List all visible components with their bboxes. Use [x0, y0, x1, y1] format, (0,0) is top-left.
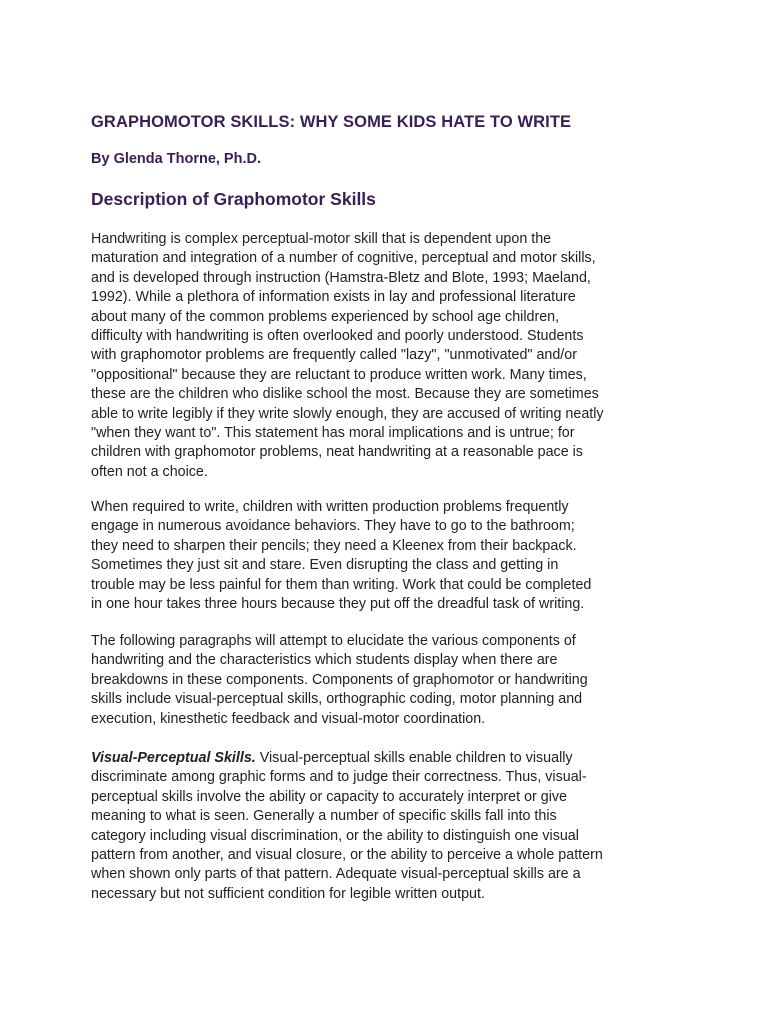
paragraph-components	[91, 632, 588, 729]
paragraph-avoidance	[91, 498, 591, 614]
text-line: "when they want to". This statement has moral implications and is untrue; for	[91, 425, 575, 442]
text-line	[91, 749, 603, 768]
text-line: difficulty with handwriting is often overlooked and poorly understood. Students	[91, 328, 584, 345]
text-line: these are the children who dislike school the most. Because they are sometimes	[91, 386, 599, 403]
text-line: they need to sharpen their pencils; they need a Kleenex from their backpack.	[91, 537, 577, 554]
text-line: breakdowns in these components. Components of graphomotor or handwriting	[91, 671, 588, 688]
text-line: discriminate among graphic forms and to judge their correctness. Thus, visual-	[91, 769, 587, 786]
paragraph-intro	[91, 230, 604, 482]
text-line: children with graphomotor problems, neat handwriting at a reasonable pace is	[91, 444, 583, 461]
text-line: skills include visual-perceptual skills, orthographic coding, motor planning and	[91, 691, 583, 708]
text-line: and is developed through instruction (Hamstra-Bletz and Blote, 1993; Maeland,	[91, 269, 591, 286]
text-line: The following paragraphs will attempt to elucidate the various components of	[91, 633, 576, 649]
text-line: When required to write, children with written production problems frequently	[91, 499, 569, 515]
text-line: handwriting and the characteristics which students display when there are	[91, 652, 558, 669]
text-line: able to write legibly if they write slowly enough, they are accused of writing neatly	[91, 405, 604, 422]
author-byline: By Glenda Thorne, Ph.D.	[91, 151, 261, 167]
text-line: in one hour takes three hours because they put off the dreadful task of writing.	[91, 596, 585, 613]
text-line: Handwriting is complex perceptual-motor skill that is dependent upon the	[91, 231, 552, 247]
paragraph-visual-perceptual	[91, 749, 603, 904]
text-line: trouble may be less painful for them than writing. Work that could be completed	[91, 576, 592, 593]
text-line: perceptual skills involve the ability or capacity to accurately interpret or give	[91, 788, 567, 805]
text-line: 1992). While a plethora of information exists in lay and professional literature	[91, 289, 576, 306]
text-line: execution, kinesthetic feedback and visual-motor coordination.	[91, 710, 486, 727]
text-line: "oppositional" because they are reluctant to produce written work. Many times,	[91, 366, 587, 383]
text-line: often not a choice.	[91, 463, 208, 480]
text-line: necessary but not sufficient condition for legible written output.	[91, 885, 485, 902]
text-line: with graphomotor problems are frequently called "lazy", "unmotivated" and/or	[91, 347, 577, 364]
subsection-lead: Visual-Perceptual Skills.	[91, 750, 256, 766]
text-line: pattern from another, and visual closure, or the ability to perceive a whole pattern	[91, 847, 603, 864]
text-run: Visual-perceptual skills enable children to visually	[255, 750, 573, 766]
text-line: when shown only parts of that pattern. Adequate visual-perceptual skills are a	[91, 866, 581, 883]
document-title: GRAPHOMOTOR SKILLS: WHY SOME KIDS HATE TO WRITE	[91, 113, 572, 131]
text-line: engage in numerous avoidance behaviors. They have to go to the bathroom;	[91, 518, 575, 535]
text-line: Sometimes they just sit and stare. Even disrupting the class and getting in	[91, 557, 559, 574]
text-line: maturation and integration of a number of cognitive, perceptual and motor skills,	[91, 250, 596, 267]
section-heading: Description of Graphomotor Skills	[91, 189, 376, 209]
text-line: about many of the common problems experienced by school age children,	[91, 308, 560, 325]
text-line: meaning to what is seen. Generally a number of specific skills fall into this	[91, 808, 557, 825]
text-line: category including visual discrimination, or the ability to distinguish one visual	[91, 827, 579, 844]
